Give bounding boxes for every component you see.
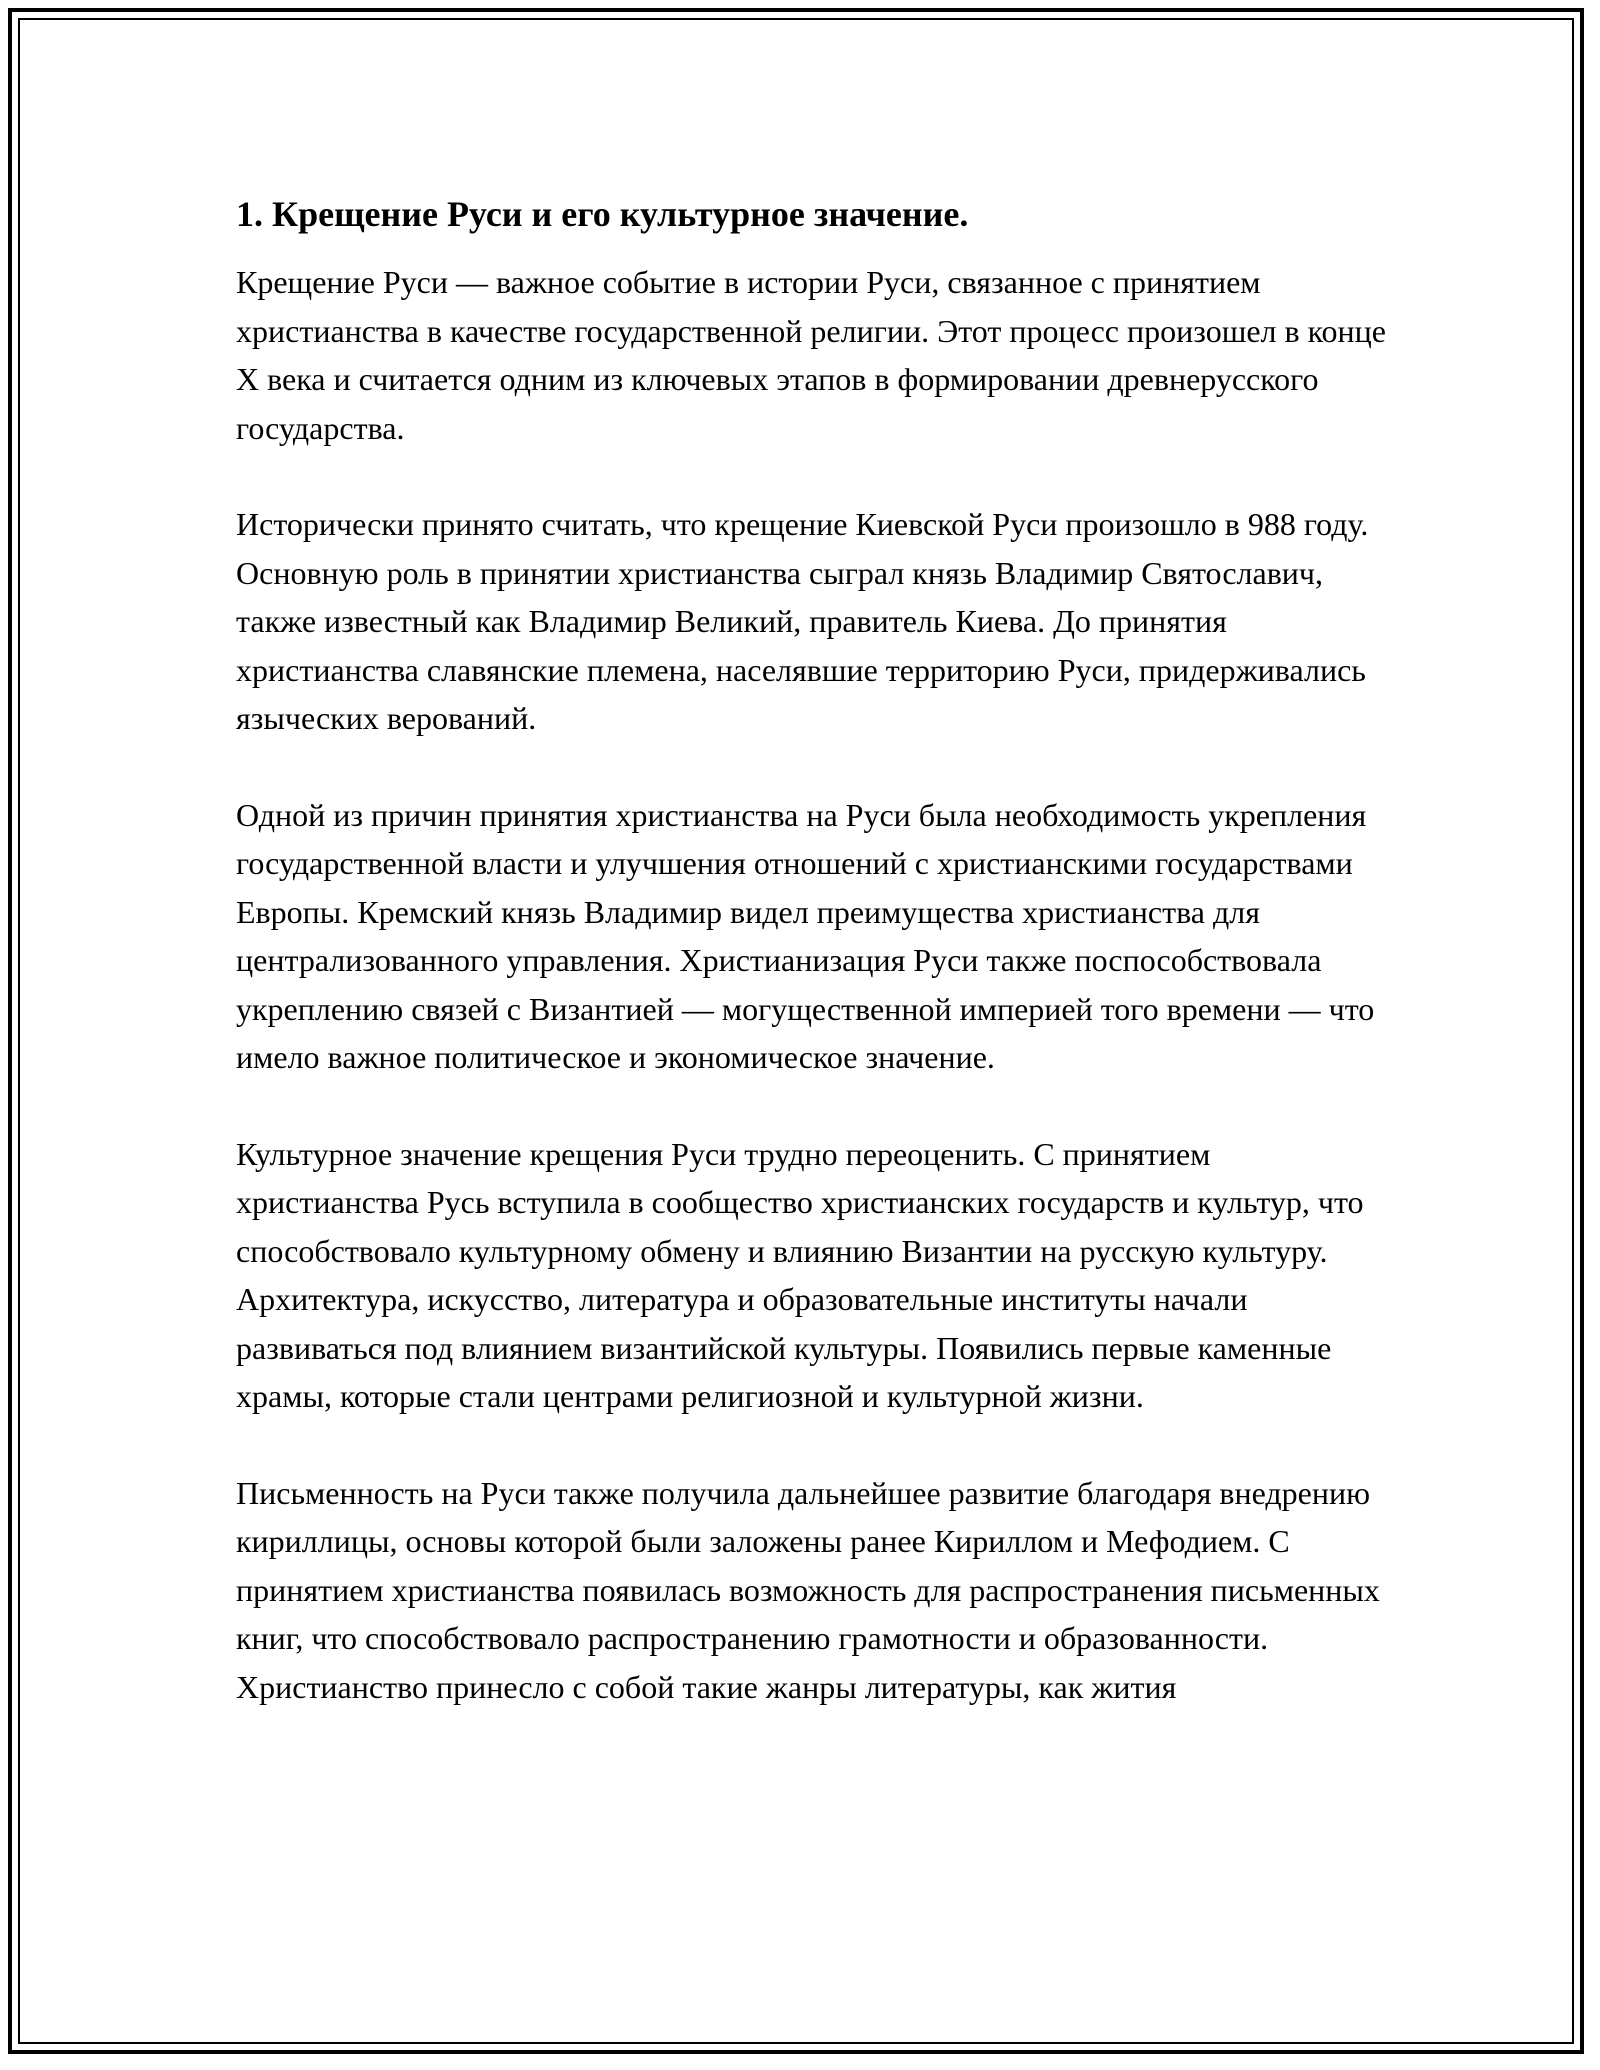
paragraph-2: Исторически принято считать, что крещение Киевской Руси произошло в 988 году. Основную роль в принятии христианства сыграл князь Владимир Святославич, также известный как Владимир Великий, правитель Киева. До принятия христианства славянские племена, населявшие территорию Руси, придерживались языческих верований. xyxy=(236,506,1369,736)
paragraph-4: Культурное значение крещения Руси трудно переоценить. С принятием христианства Русь вступила в сообщество христианских государств и культур, что способствовало культурному обмену и влиянию Византии на русскую культуру. Архитектура, искусство, литература и образовательные институты начали развиваться под влиянием византийской культуры. Появились первые каменные храмы, которые стали центрами религиозной и культурной жизни. xyxy=(236,1135,1364,1414)
paragraph-3: Одной из причин принятия христианства на Руси была необходимость укрепления государственной власти и улучшения отношений с христианскими государствами Европы. Кремский князь Владимир видел преимущества христианства для централизованного управления. Христианизация Руси также поспособствовала укреплению связей с Византией — могущественной империей того времени — что имело важное политическое и экономическое значение. xyxy=(236,796,1375,1075)
paragraph-5: Письменность на Руси также получила дальнейшее развитие благодаря внедрению кириллицы, основы которой были заложены ранее Кириллом и Мефодием. С принятием христианства появилась возможность для распространения письменных книг, что способствовало распространению грамотности и образованности. Христианство принесло с собой такие жанры литературы, как жития xyxy=(236,1474,1380,1705)
section-heading: 1. Крещение Руси и его культурное значение. xyxy=(236,194,969,234)
paragraph-1: Крещение Руси — важное событие в истории Руси, связанное с принятием христианства в качестве государственной религии. Этот процесс произошел в конце X века и считается одним из ключевых этапов в формировании древнерусского государства. xyxy=(236,264,1386,446)
document-body xyxy=(236,188,1386,1759)
